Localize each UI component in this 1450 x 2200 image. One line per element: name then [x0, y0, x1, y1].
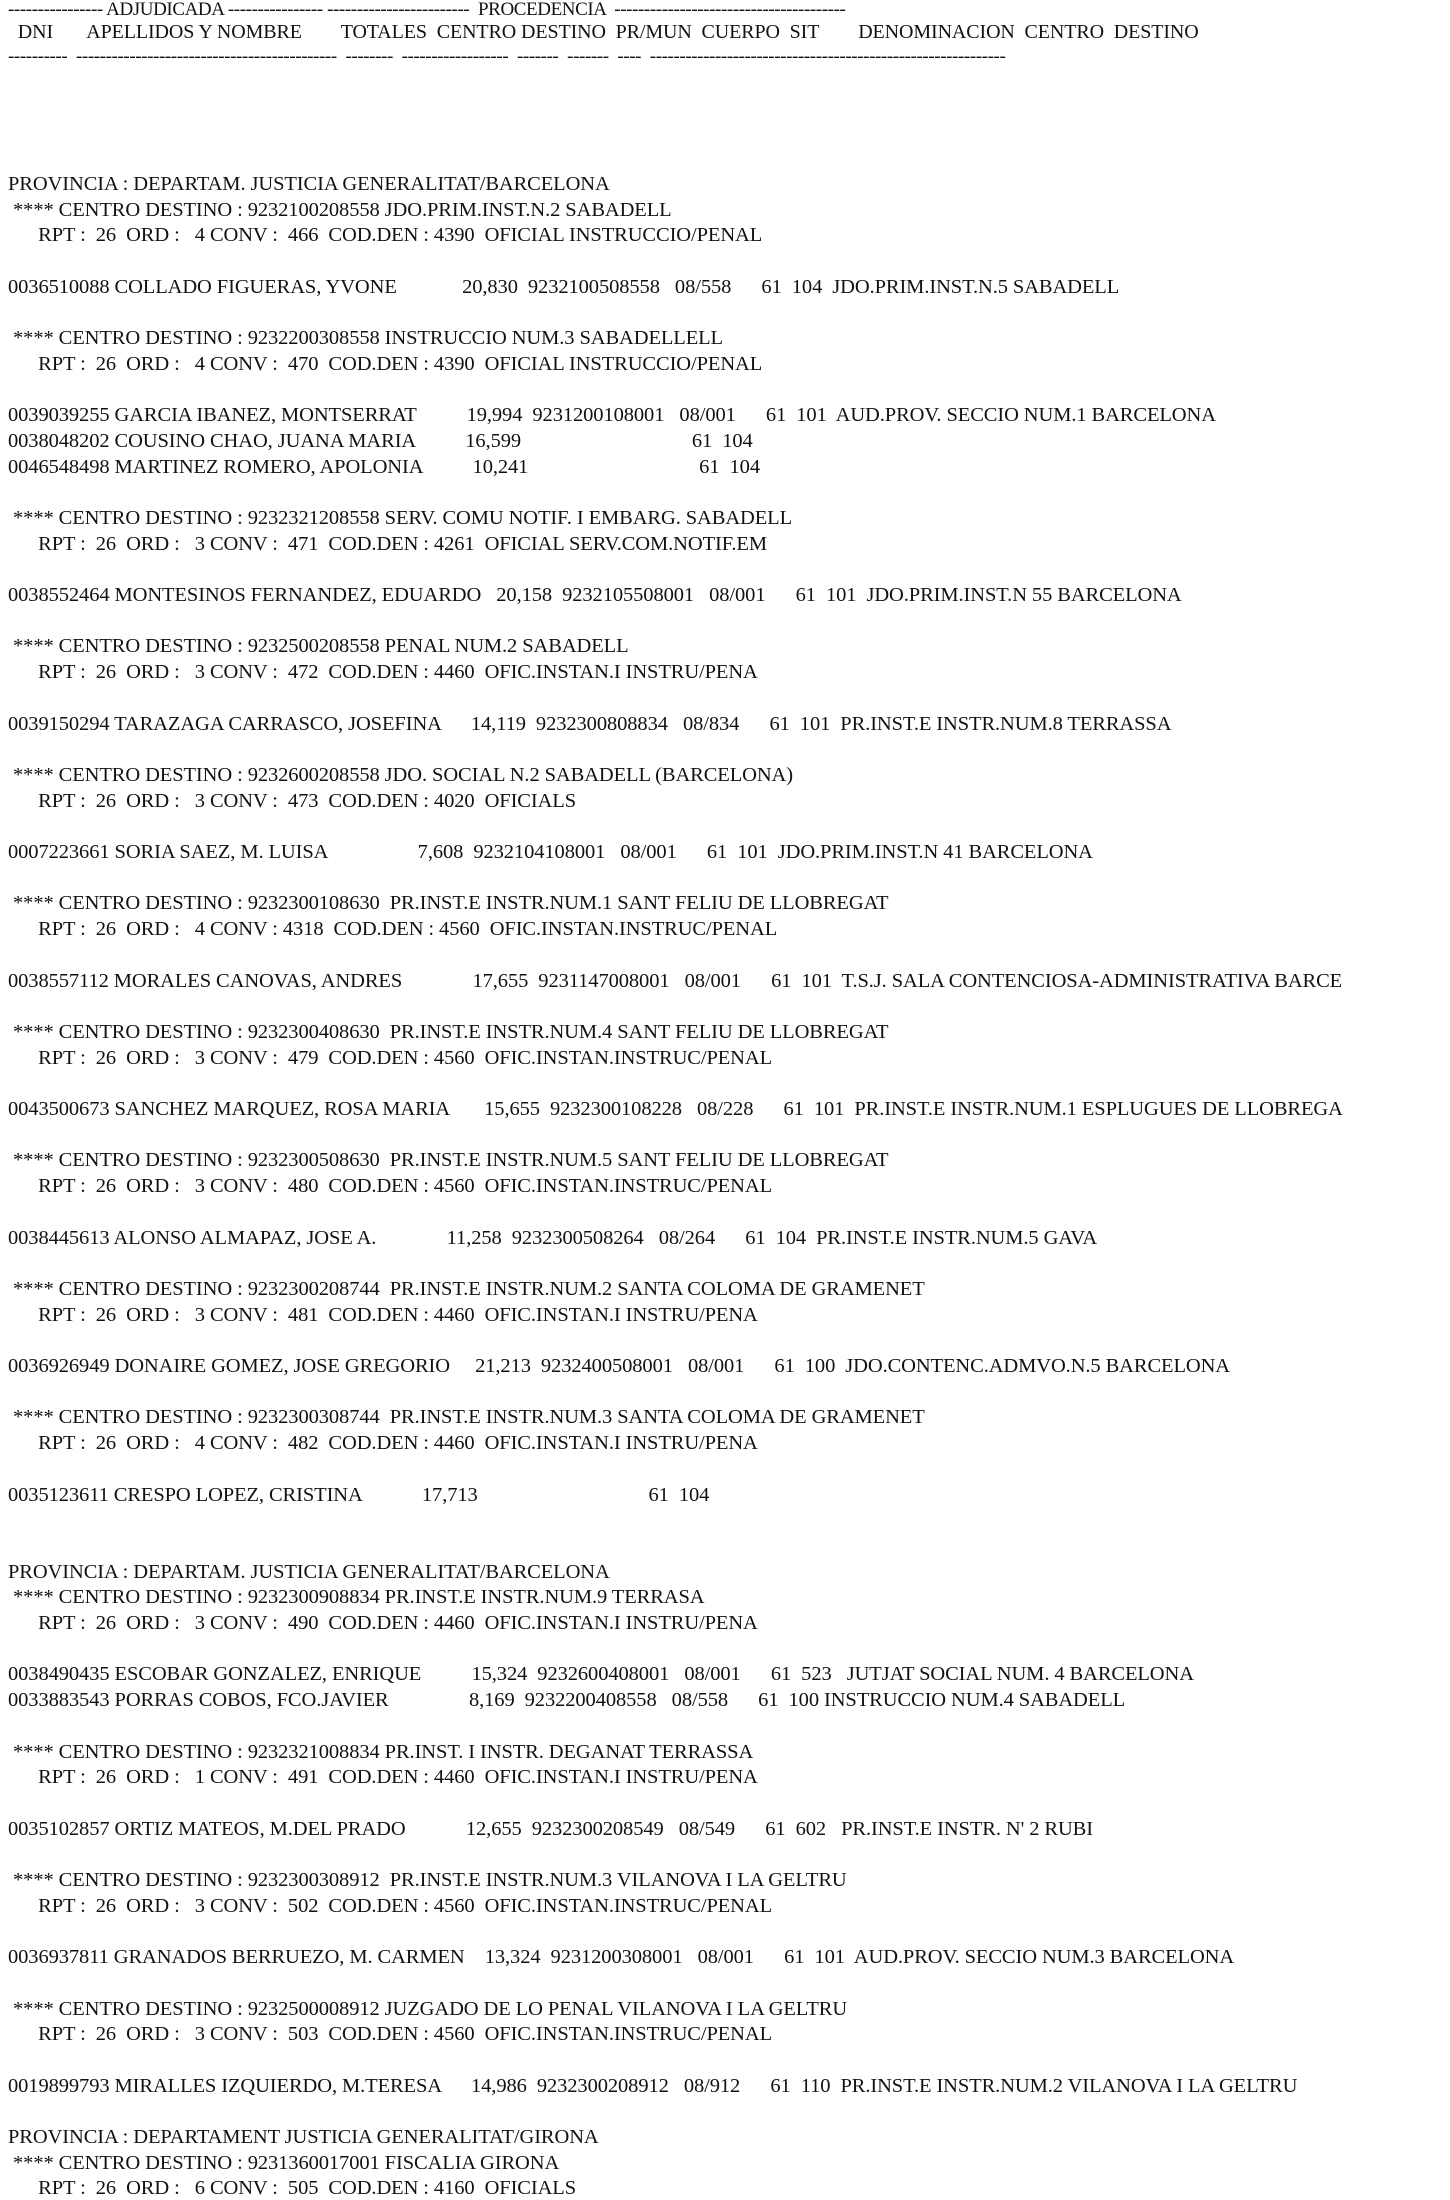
- record-line: 0036510088 COLLADO FIGUERAS, YVONE 20,830 9232100508558 08/558 61 104 JDO.PRIM.INST.N.5 SABADELL: [8, 275, 1120, 298]
- record-line: 0043500673 SANCHEZ MARQUEZ, ROSA MARIA 15,655 9232300108228 08/228 61 101 PR.INST.E INSTR.NUM.1 ESPLUGUES DE LLOBREGA: [8, 1098, 1343, 1120]
- header-rule: ---------------- ADJUDICADA ---------------- ------------------------ PROCEDENCIA ---------------------------------------: [8, 0, 846, 20]
- record-line: 0035102857 ORTIZ MATEOS, M.DEL PRADO 12,655 9232300208549 08/549 61 602 PR.INST.E INSTR. N' 2 RUBI: [8, 1817, 1093, 1840]
- rpt-detail-line: RPT : 26 ORD : 3 CONV : 473 COD.DEN : 4020 OFICIALS: [8, 789, 577, 812]
- centro-destino-line: **** CENTRO DESTINO : 9232321008834 PR.INST. I INSTR. DEGANAT TERRASSA: [8, 1740, 754, 1763]
- record-line: 0007223661 SORIA SAEZ, M. LUISA 7,608 9232104108001 08/001 61 101 JDO.PRIM.INST.N 41 BARCELONA: [8, 841, 1093, 863]
- centro-destino-line: **** CENTRO DESTINO : 9232500008912 JUZGADO DE LO PENAL VILANOVA I LA GELTRU: [8, 1997, 848, 2020]
- rpt-detail-line: RPT : 26 ORD : 4 CONV : 4318 COD.DEN : 4560 OFIC.INSTAN.INSTRUC/PENAL: [8, 918, 778, 941]
- rpt-detail-line: RPT : 26 ORD : 3 CONV : 502 COD.DEN : 4560 OFIC.INSTAN.INSTRUC/PENAL: [8, 1894, 773, 1917]
- rpt-detail-line: RPT : 26 ORD : 3 CONV : 480 COD.DEN : 4560 OFIC.INSTAN.INSTRUC/PENAL: [8, 1175, 773, 1198]
- centro-destino-line: **** CENTRO DESTINO : 9232500208558 PENAL NUM.2 SABADELL: [8, 635, 629, 658]
- rpt-detail-line: RPT : 26 ORD : 3 CONV : 472 COD.DEN : 4460 OFIC.INSTAN.I INSTRU/PENA: [8, 661, 758, 684]
- rpt-detail-line: RPT : 26 ORD : 3 CONV : 481 COD.DEN : 4460 OFIC.INSTAN.I INSTRU/PENA: [8, 1303, 758, 1326]
- centro-destino-line: **** CENTRO DESTINO : 9232300108630 PR.INST.E INSTR.NUM.1 SANT FELIU DE LLOBREGAT: [8, 892, 889, 915]
- record-line: 0038557112 MORALES CANOVAS, ANDRES 17,655 9231147008001 08/001 61 101 T.S.J. SALA CONTENCIOSA-ADMINISTRATIVA BARCE: [8, 969, 1343, 992]
- record-line: 0038490435 ESCOBAR GONZALEZ, ENRIQUE 15,324 9232600408001 08/001 61 523 JUTJAT SOCIAL NUM. 4 BARCELONA: [8, 1663, 1194, 1686]
- centro-destino-line: **** CENTRO DESTINO : 9232100208558 JDO.PRIM.INST.N.2 SABADELL: [8, 198, 672, 221]
- rpt-detail-line: RPT : 26 ORD : 4 CONV : 470 COD.DEN : 4390 OFICIAL INSTRUCCIO/PENAL: [8, 352, 763, 375]
- column-headers: DNI APELLIDOS Y NOMBRE TOTALES CENTRO DESTINO PR/MUN CUERPO SIT DENOMINACION CENTRO DESTINO: [8, 21, 1199, 43]
- record-line: 0035123611 CRESPO LOPEZ, CRISTINA 17,713 61 104: [8, 1483, 710, 1506]
- centro-destino-line: **** CENTRO DESTINO : 9232300208744 PR.INST.E INSTR.NUM.2 SANTA COLOMA DE GRAMENET: [8, 1277, 925, 1300]
- record-line: 0039039255 GARCIA IBANEZ, MONTSERRAT 19,994 9231200108001 08/001 61 101 AUD.PROV. SECCIO NUM.1 BARCELONA: [8, 404, 1216, 427]
- rpt-detail-line: RPT : 26 ORD : 6 CONV : 505 COD.DEN : 4160 OFICIALS: [8, 2177, 577, 2200]
- centro-destino-line: **** CENTRO DESTINO : 9232321208558 SERV. COMU NOTIF. I EMBARG. SABADELL: [8, 506, 793, 529]
- record-line: 0039150294 TARAZAGA CARRASCO, JOSEFINA 14,119 9232300808834 08/834 61 101 PR.INST.E INSTR.NUM.8 TERRASSA: [8, 712, 1172, 735]
- rpt-detail-line: RPT : 26 ORD : 4 CONV : 466 COD.DEN : 4390 OFICIAL INSTRUCCIO/PENAL: [8, 224, 763, 247]
- rpt-detail-line: RPT : 26 ORD : 1 CONV : 491 COD.DEN : 4460 OFIC.INSTAN.I INSTRU/PENA: [8, 1766, 758, 1789]
- provincia-heading: PROVINCIA : DEPARTAMENT JUSTICIA GENERALITAT/GIRONA: [8, 2126, 599, 2148]
- rpt-detail-line: RPT : 26 ORD : 3 CONV : 479 COD.DEN : 4560 OFIC.INSTAN.INSTRUC/PENAL: [8, 1046, 773, 1069]
- record-line: 0038552464 MONTESINOS FERNANDEZ, EDUARDO 20,158 9232105508001 08/001 61 101 JDO.PRIM.INST.N 55 BARCELONA: [8, 584, 1182, 606]
- record-line: 0046548498 MARTINEZ ROMERO, APOLONIA 10,241 61 104: [8, 455, 760, 478]
- record-line: 0033883543 PORRAS COBOS, FCO.JAVIER 8,169 9232200408558 08/558 61 100 INSTRUCCIO NUM.4 SABADELL: [8, 1689, 1126, 1712]
- record-line: 0038445613 ALONSO ALMAPAZ, JOSE A. 11,258 9232300508264 08/264 61 104 PR.INST.E INSTR.NUM.5 GAVA: [8, 1226, 1098, 1249]
- centro-destino-line: **** CENTRO DESTINO : 9232600208558 JDO. SOCIAL N.2 SABADELL (BARCELONA): [8, 763, 793, 786]
- record-line: 0036926949 DONAIRE GOMEZ, JOSE GREGORIO 21,213 9232400508001 08/001 61 100 JDO.CONTENC.ADMVO.N.5 BARCELONA: [8, 1355, 1230, 1377]
- rpt-detail-line: RPT : 26 ORD : 3 CONV : 503 COD.DEN : 4560 OFIC.INSTAN.INSTRUC/PENAL: [8, 2023, 773, 2046]
- rpt-detail-line: RPT : 26 ORD : 4 CONV : 482 COD.DEN : 4460 OFIC.INSTAN.I INSTRU/PENA: [8, 1432, 758, 1455]
- centro-destino-line: **** CENTRO DESTINO : 9232300908834 PR.INST.E INSTR.NUM.9 TERRASA: [8, 1586, 705, 1609]
- record-line: 0036937811 GRANADOS BERRUEZO, M. CARMEN 13,324 9231200308001 08/001 61 101 AUD.PROV. SECCIO NUM.3 BARCELONA: [8, 1946, 1235, 1969]
- centro-destino-line: **** CENTRO DESTINO : 9232300508630 PR.INST.E INSTR.NUM.5 SANT FELIU DE LLOBREGAT: [8, 1149, 889, 1172]
- rpt-detail-line: RPT : 26 ORD : 3 CONV : 490 COD.DEN : 4460 OFIC.INSTAN.I INSTRU/PENA: [8, 1612, 758, 1634]
- centro-destino-line: **** CENTRO DESTINO : 9232300408630 PR.INST.E INSTR.NUM.4 SANT FELIU DE LLOBREGAT: [8, 1020, 889, 1043]
- record-line: 0019899793 MIRALLES IZQUIERDO, M.TERESA 14,986 9232300208912 08/912 61 110 PR.INST.E INSTR.NUM.2 VILANOVA I LA GELTRU: [8, 2074, 1298, 2097]
- provincia-heading: PROVINCIA : DEPARTAM. JUSTICIA GENERALITAT/BARCELONA: [8, 1560, 610, 1583]
- centro-destino-line: **** CENTRO DESTINO : 9231360017001 FISCALIA GIRONA: [8, 2151, 560, 2174]
- header-rule: ---------- -------------------------------------------- -------- ------------------ ------- ------- ---- ------------------------------------------------------------: [8, 46, 1006, 67]
- record-line: 0038048202 COUSINO CHAO, JUANA MARIA 16,599 61 104: [8, 429, 753, 452]
- centro-destino-line: **** CENTRO DESTINO : 9232300308744 PR.INST.E INSTR.NUM.3 SANTA COLOMA DE GRAMENET: [8, 1406, 925, 1429]
- provincia-heading: PROVINCIA : DEPARTAM. JUSTICIA GENERALITAT/BARCELONA: [8, 172, 610, 195]
- centro-destino-line: **** CENTRO DESTINO : 9232300308912 PR.INST.E INSTR.NUM.3 VILANOVA I LA GELTRU: [8, 1869, 847, 1891]
- centro-destino-line: **** CENTRO DESTINO : 9232200308558 INSTRUCCIO NUM.3 SABADELLELL: [8, 327, 723, 349]
- rpt-detail-line: RPT : 26 ORD : 3 CONV : 471 COD.DEN : 4261 OFICIAL SERV.COM.NOTIF.EM: [8, 532, 767, 555]
